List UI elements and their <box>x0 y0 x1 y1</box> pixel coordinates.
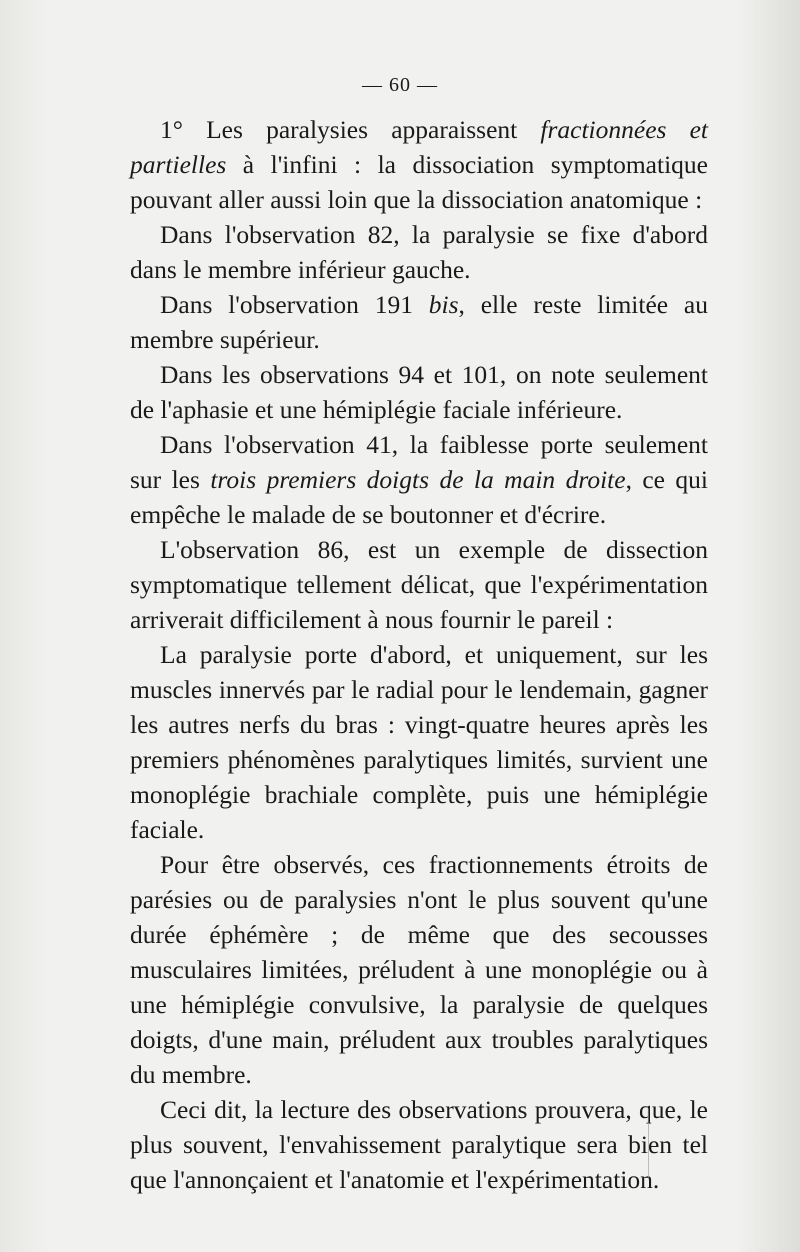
text-run-italic: trois premiers doigts de la main droite <box>210 465 626 494</box>
text-run: Dans l'observation 82, la paralysie se fixe d'abord dans le membre inférieur gauche. <box>130 220 708 284</box>
paragraph-7 <box>130 637 708 847</box>
text-run: Ceci dit, la lecture des observations prouvera, que, le plus souvent, l'envahissement paralytique sera bien tel que l'annonçaient et l'anatomie et l'expérimentation. <box>130 1095 708 1194</box>
pencil-mark <box>648 1108 651 1180</box>
text-run: à l'infini : la dissociation symptomatique pouvant aller aussi loin que la dissociation anatomique : <box>130 150 708 214</box>
paragraph-4 <box>130 357 708 427</box>
paragraph-8 <box>130 847 708 1092</box>
text-run: Dans les observations 94 et 101, on note seulement de l'aphasie et une hémiplégie faciale inférieure. <box>130 360 708 424</box>
text-run: 1° Les paralysies apparaissent <box>160 115 541 144</box>
text-run: L'observation 86, est un exemple de dissection symptomatique tellement délicat, que l'expérimentation arriverait difficilement à nous fournir le pareil : <box>130 535 708 634</box>
paragraph-5 <box>130 427 708 532</box>
text-run: Dans l'observation 41, la faiblesse porte seulement sur les <box>130 430 708 494</box>
paragraph-3 <box>130 287 708 357</box>
paragraph-2 <box>130 217 708 287</box>
text-run: Dans l'observation 191 <box>160 290 429 319</box>
body-text <box>130 112 708 1197</box>
paragraph-1 <box>130 112 708 217</box>
page-number: — 60 — <box>362 74 438 96</box>
text-run: , elle reste limitée au membre supérieur. <box>130 290 708 354</box>
paragraph-9 <box>130 1092 708 1197</box>
text-run-italic: bis <box>428 290 459 319</box>
text-run: , ce qui empêche le malade de se boutonner et d'écrire. <box>130 465 708 529</box>
paragraph-6 <box>130 532 708 637</box>
text-run: La paralysie porte d'abord, et uniquement, sur les muscles innervés par le radial pour le lendemain, gagner les autres nerfs du bras : vingt-quatre heures après les premiers phénomènes paralytiques limités, survient une monoplégie brachiale complète, puis une hémiplégie faciale. <box>130 640 708 844</box>
text-run-italic: fractionnées et partielles <box>130 115 708 179</box>
text-run: Pour être observés, ces fractionnements étroits de parésies ou de paralysies n'ont le plus souvent qu'une durée éphémère ; de même que des secousses musculaires limitées, préludent à une monoplégie ou à une hémiplégie convulsive, la paralysie de quelques doigts, d'une main, préludent aux troubles paralytiques du membre. <box>130 850 708 1089</box>
